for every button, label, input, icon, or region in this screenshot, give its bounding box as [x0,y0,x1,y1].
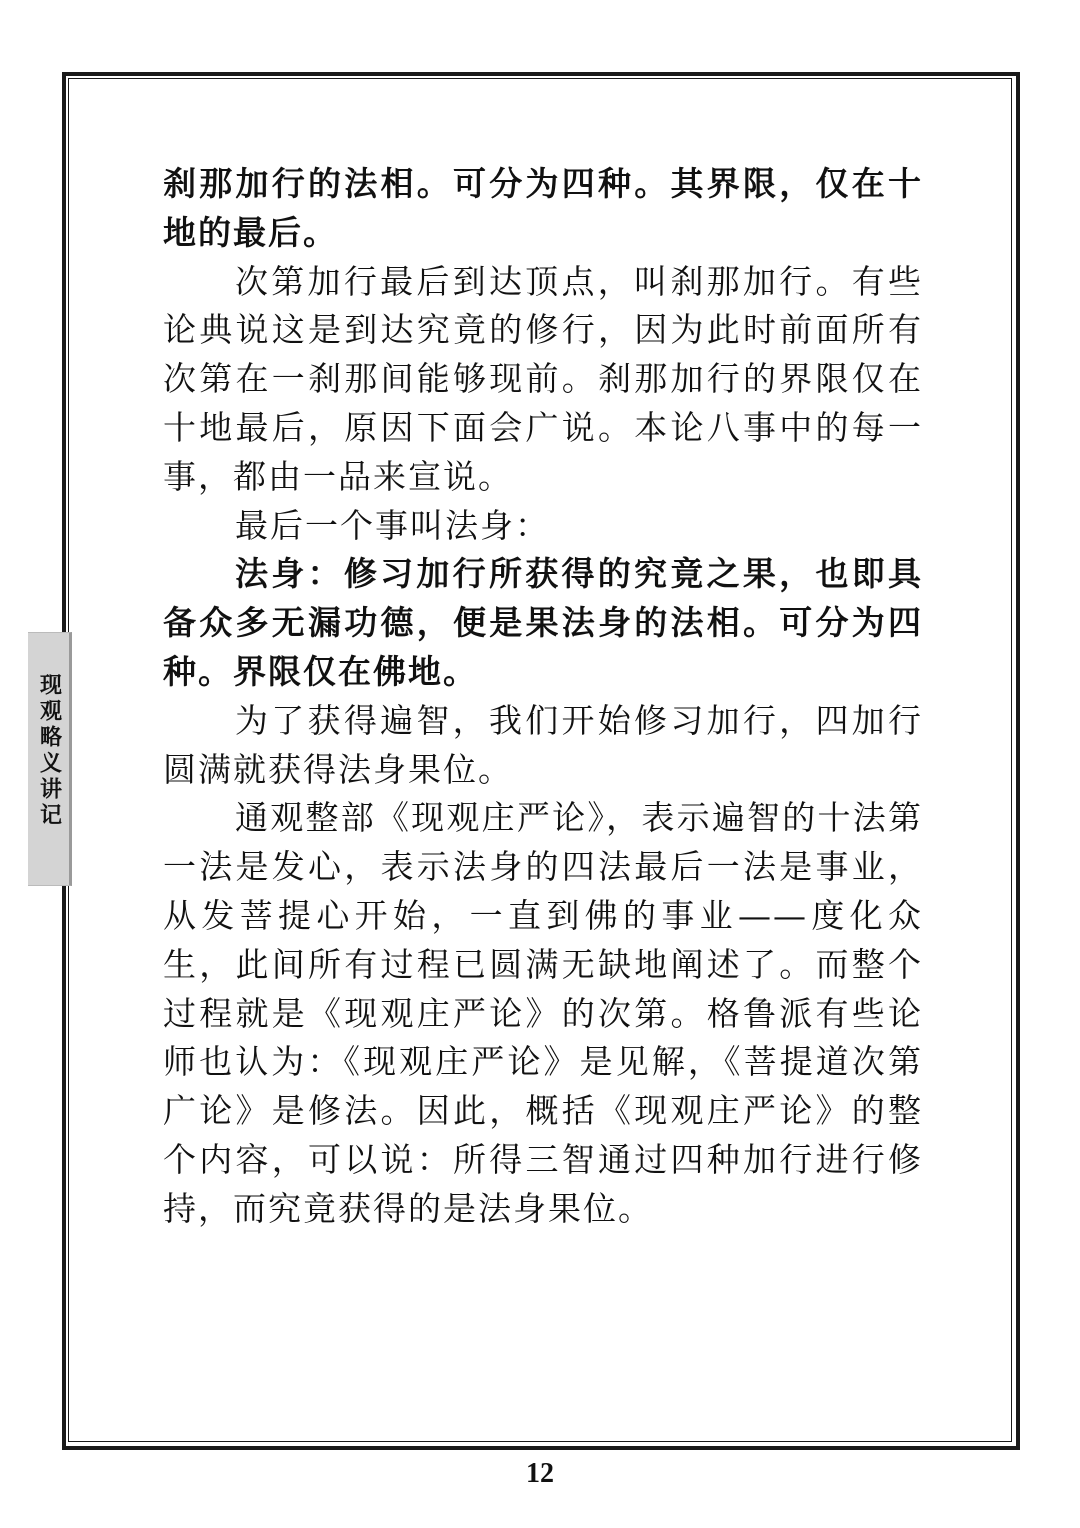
paragraph-3: 最后一个事叫法身： [235,505,550,545]
page-number: 12 [526,1458,554,1489]
side-tab-label: 现观略义讲记 [36,673,63,829]
paragraph-5: 为了获得遍智，我们开始修习加行，四加行圆满就获得法身果位。 [163,700,923,789]
paragraph-2: 次第加行最后到达顶点，叫刹那加行。有些论典说这是到达究竟的修行，因为此时前面所有次第在一刹那间能够现前。刹那加行的界限仅在十地最后，原因下面会广说。本论八事中的每一事，都由一品来宣说。 [163,261,923,496]
side-tab [28,632,72,886]
paragraph-4: 法身：修习加行所获得的究竟之果，也即具备众多无漏功德，便是果法身的法相。可分为四种。界限仅在佛地。 [163,554,923,691]
body-text [163,160,923,1234]
paragraph-6: 通观整部《现观庄严论》，表示遍智的十法第一法是发心，表示法身的四法最后一法是事业，从发菩提心开始，一直到佛的事业——度化众生，此间所有过程已圆满无缺地阐述了。而整个过程就是《现观庄严论》的次第。格鲁派有些论师也认为：《现观庄严论》是见解，《菩提道次第广论》是修法。因此，概括《现观庄严论》的整个内容，可以说：所得三智通过四种加行进行修持，而究竟获得的是法身果位。 [163,798,923,1228]
paragraph-1: 刹那加行的法相。可分为四种。其界限，仅在十地的最后。 [163,164,923,252]
